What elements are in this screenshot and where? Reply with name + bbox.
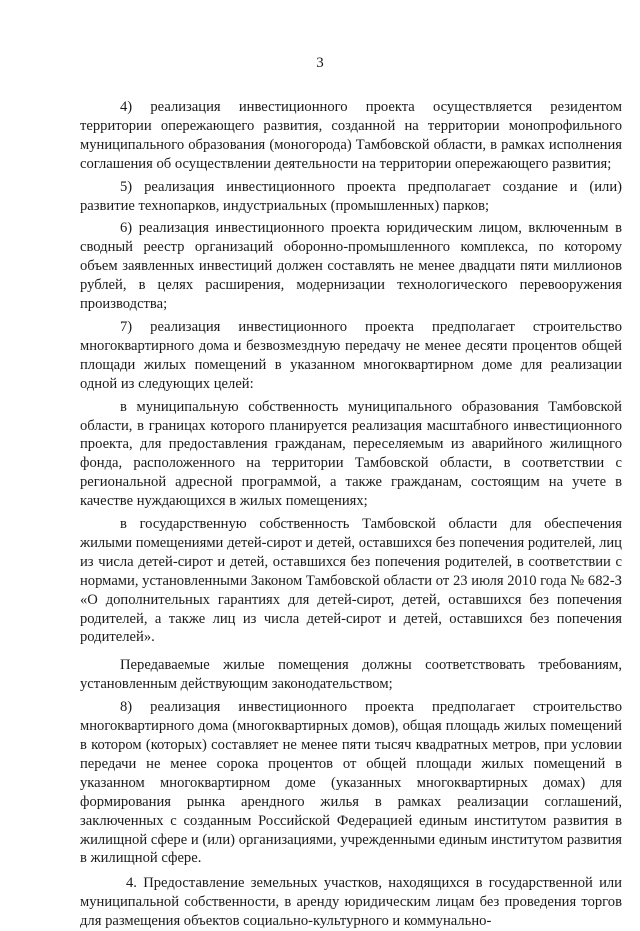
paragraph-item-8-rental-housing: 8) реализация инвестиционного проекта предполагает строительство многоквартирного дома (многоквартирных домов), общая площадь жилых помещений в котором (которых) составляет не менее пяти тысяч квадратных метров, при условии передачи не менее сорока процентов от общей площади жилых помещений в указанном многоквартирном доме (указанных многоквартирных домах) для формирования рынка арендного жилья в рамках реализации соглашений, заключенных с созданным Российской Федерацией единым институтом развития в жилищной сфере и (или) организациями, учрежденными единым институтом развития в жилищной сфере. [80,699,622,867]
paragraph-item-5-technoparks: 5) реализация инвестиционного проекта предполагает создание и (или) развитие технопарков, индустриальных (промышленных) парков; [80,178,622,214]
paragraph-item-7-municipal-ownership: в муниципальную собственность муниципального образования Тамбовской области, в границах которого планируется реализация масштабного инвестиционного проекта, для предоставления гражданам, переселяемым из аварийного жилищного фонда, расположенного на территории Тамбовской области, в соответствии с региональной адресной программой, а также гражданам, состоящим на учете в качестве нуждающихся в жилых помещениях; [80,398,622,510]
paragraph-section-4-land-plots: 4. Предоставление земельных участков, находящихся в государственной или муниципальной собственности, в аренду юридическим лицам без проведения торгов для размещения объектов социально-культурного и коммунально- [80,875,622,930]
paragraph-item-7-state-ownership: в государственную собственность Тамбовской области для обеспечения жилыми помещениями детей-сирот и детей, оставшихся без попечения родителей, лиц из числа детей-сирот и детей, оставшихся без попечения родителей, в соответствии с нормами, установленными Законом Тамбовской области от 23 июля 2010 года № 682-З «О дополнительных гарантиях для детей-сирот, детей, оставшихся без попечения родителей, а также лиц из числа детей-сирот и детей, оставшихся без попечения родителей». [80,516,622,646]
paragraph-item-6-defense-industry: 6) реализация инвестиционного проекта юридическим лицом, включенным в сводный реестр организаций оборонно-промышленного комплекса, по которому объем заявленных инвестиций должен составлять не менее двадцати пяти миллионов рублей, в целях расширения, модернизации технологического перевооружения производства; [80,220,622,313]
document-body [80,98,622,931]
paragraph-item-7-apartment-building: 7) реализация инвестиционного проекта предполагает строительство многоквартирного дома и безвозмездную передачу не менее десяти процентов общей площади жилых помещений в указанном многоквартирном доме для реализации одной из следующих целей: [80,318,622,392]
paragraph-item-4-toer: 4) реализация инвестиционного проекта осуществляется резидентом территории опережающего развития, созданной на территории монопрофильного муниципального образования (моногорода) Тамбовской области, в рамках исполнения соглашения об осуществлении деятельности на территории опережающего развития; [80,99,622,172]
page-number: 3 [316,55,324,71]
paragraph-item-7-requirements: Передаваемые жилые помещения должны соответствовать требованиям, установленным действующим законодательством; [80,657,622,693]
